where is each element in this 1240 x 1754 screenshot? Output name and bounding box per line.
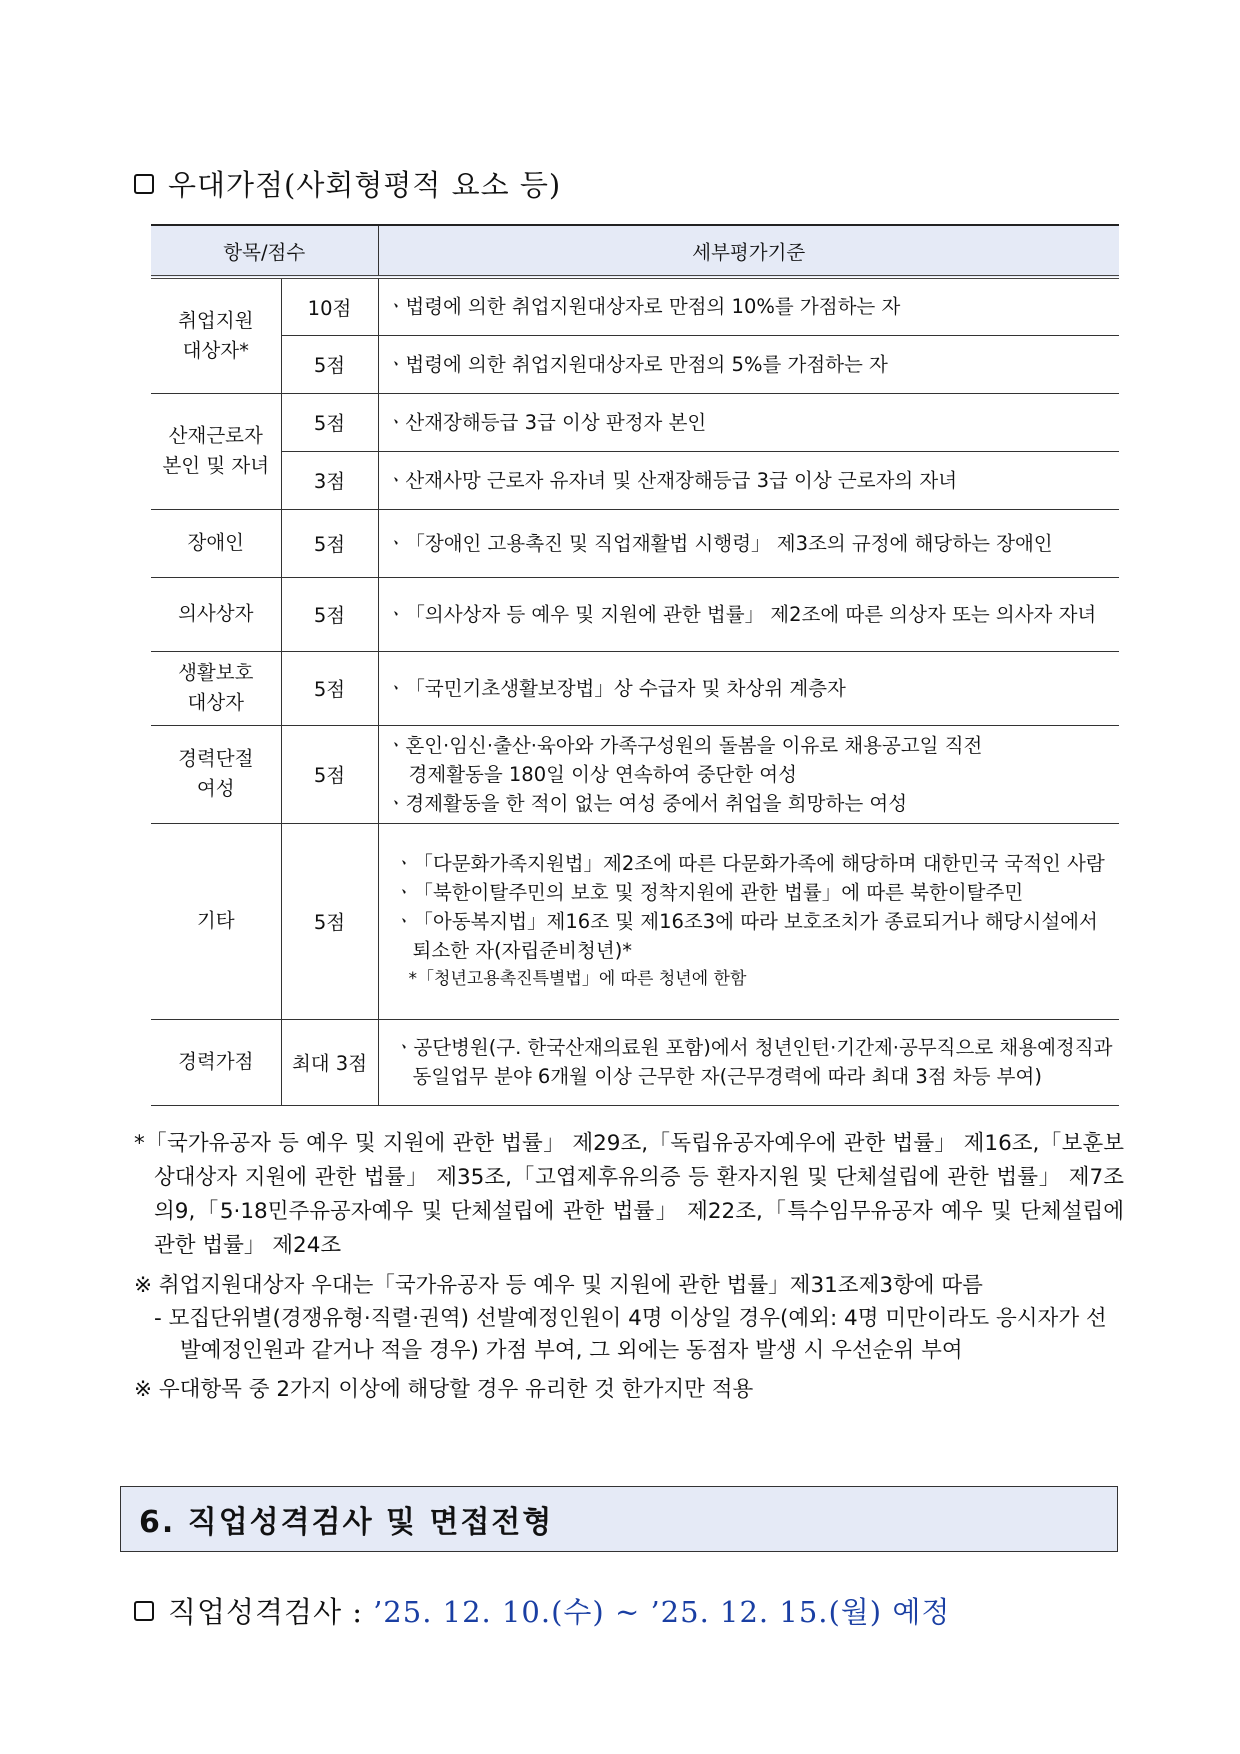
notes-block bbox=[134, 1127, 1124, 1407]
category-cell: 산재근로자 본인 및 자녀 bbox=[151, 393, 281, 509]
table-row bbox=[151, 277, 1119, 335]
table-row bbox=[151, 451, 1119, 509]
category-cell: 경력단절 여성 bbox=[151, 725, 281, 823]
points-cell: 5점 bbox=[281, 509, 378, 577]
reference-note: ※ 취업지원대상자 우대는「국가유공자 등 예우 및 지원에 관한 법률」제31조제3항에 따름 bbox=[134, 1273, 983, 1298]
criteria-cell: ㆍ산재장해등급 3급 이상 판정자 본인 bbox=[378, 393, 1119, 451]
criteria-cell: ㆍ공단병원(구. 한국산재의료원 포함)에서 청년인턴·기간제·공무직으로 채용예정직과 동일업무 분야 6개월 이상 근무한 자(근무경력에 따라 최대 3점 차등 부여) bbox=[378, 1019, 1119, 1105]
table-row bbox=[151, 577, 1119, 651]
schedule-label: 직업성격검사 : bbox=[168, 1595, 364, 1629]
header-category-score: 항목/점수 bbox=[151, 225, 378, 277]
table-row bbox=[151, 823, 1119, 1019]
points-cell: 5점 bbox=[281, 335, 378, 393]
points-cell: 5점 bbox=[281, 651, 378, 725]
category-cell: 기타 bbox=[151, 823, 281, 1019]
dash-note: - 모집단위별(경쟁유형·직렬·권역) 선발예정인원이 4명 이상일 경우(예외: 4명 미만이라도 응시자가 선발예정인원과 같거나 적을 경우) 가점 부여, 그 외에는 동점자 발생 시 우선순위 부여 bbox=[154, 1306, 1107, 1363]
points-cell: 5점 bbox=[281, 725, 378, 823]
schedule-date: ’25. 12. 10.(수) ~ ’25. 12. 15.(월) 예정 bbox=[373, 1595, 951, 1629]
table-row bbox=[151, 335, 1119, 393]
category-cell: 의사상자 bbox=[151, 577, 281, 651]
section-6-title: 6. 직업성격검사 및 면접전형 bbox=[120, 1486, 1118, 1552]
criteria-cell: ㆍ산재사망 근로자 유자녀 및 산재장해등급 3급 이상 근로자의 자녀 bbox=[378, 451, 1119, 509]
table-row bbox=[151, 651, 1119, 725]
criteria-cell: ㆍ「국민기초생활보장법」상 수급자 및 차상위 계층자 bbox=[378, 651, 1119, 725]
table-row bbox=[151, 1019, 1119, 1105]
category-cell: 생활보호 대상자 bbox=[151, 651, 281, 725]
criteria-cell: ㆍ법령에 의한 취업지원대상자로 만점의 5%를 가점하는 자 bbox=[378, 335, 1119, 393]
points-cell: 3점 bbox=[281, 451, 378, 509]
criteria-cell: ㆍ「장애인 고용촉진 및 직업재활법 시행령」 제3조의 규정에 해당하는 장애인 bbox=[378, 509, 1119, 577]
category-cell: 장애인 bbox=[151, 509, 281, 577]
points-cell: 최대 3점 bbox=[281, 1019, 378, 1105]
section-heading bbox=[134, 163, 561, 204]
checkbox-square-icon bbox=[134, 1601, 154, 1621]
table-row bbox=[151, 393, 1119, 451]
table-row bbox=[151, 509, 1119, 577]
footnote-law-list: *「국가유공자 등 예우 및 지원에 관한 법률」 제29조,「독립유공자예우에 관한 법률」 제16조,「보훈보상대상자 지원에 관한 법률」 제35조,「고엽제후유의증 등 환자지원 및 단체설립에 관한 법률」 제7조의9,「5·18민주유공자예우 및 단체설립에 관한 법률」 제22조,「특수임무유공자 예우 및 단체설립에 관한 법률」 제24조 bbox=[134, 1131, 1124, 1258]
reference-note-2: ※ 우대항목 중 2가지 이상에 해당할 경우 유리한 것 한가지만 적용 bbox=[134, 1377, 754, 1402]
criteria-cell: ㆍ혼인·임신·출산·육아와 가족구성원의 돌봄을 이유로 채용공고일 직전 경제활동을 180일 이상 연속하여 중단한 여성 ㆍ경제활동을 한 적이 없는 여성 중에서 취업을 희망하는 여성 bbox=[378, 725, 1119, 823]
table-header-row bbox=[151, 225, 1119, 277]
points-cell: 5점 bbox=[281, 393, 378, 451]
criteria-cell: ㆍ법령에 의한 취업지원대상자로 만점의 10%를 가점하는 자 bbox=[378, 277, 1119, 335]
points-cell: 10점 bbox=[281, 277, 378, 335]
category-cell: 경력가점 bbox=[151, 1019, 281, 1105]
bonus-points-table bbox=[151, 224, 1119, 1106]
criteria-cell: ㆍ「다문화가족지원법」제2조에 따른 다문화가족에 해당하며 대한민국 국적인 사람 ㆍ「북한이탈주민의 보호 및 정착지원에 관한 법률」에 따른 북한이탈주민 ㆍ「아동복지법」제16조 및 제16조3에 따라 보호조치가 종료되거나 해당시설에서 퇴소한 자(자립준비청년)* *「청년고용촉진특별법」에 따른 청년에 한함 bbox=[378, 823, 1119, 1019]
points-cell: 5점 bbox=[281, 823, 378, 1019]
points-cell: 5점 bbox=[281, 577, 378, 651]
table-row bbox=[151, 725, 1119, 823]
category-cell: 취업지원 대상자* bbox=[151, 277, 281, 393]
criteria-cell: ㆍ「의사상자 등 예우 및 지원에 관한 법률」 제2조에 따른 의상자 또는 의사자 자녀 bbox=[378, 577, 1119, 651]
schedule-line bbox=[134, 1590, 950, 1631]
checkbox-square-icon bbox=[134, 174, 154, 194]
section-heading-text: 우대가점(사회형평적 요소 등) bbox=[168, 168, 562, 202]
header-criteria: 세부평가기준 bbox=[378, 225, 1119, 277]
